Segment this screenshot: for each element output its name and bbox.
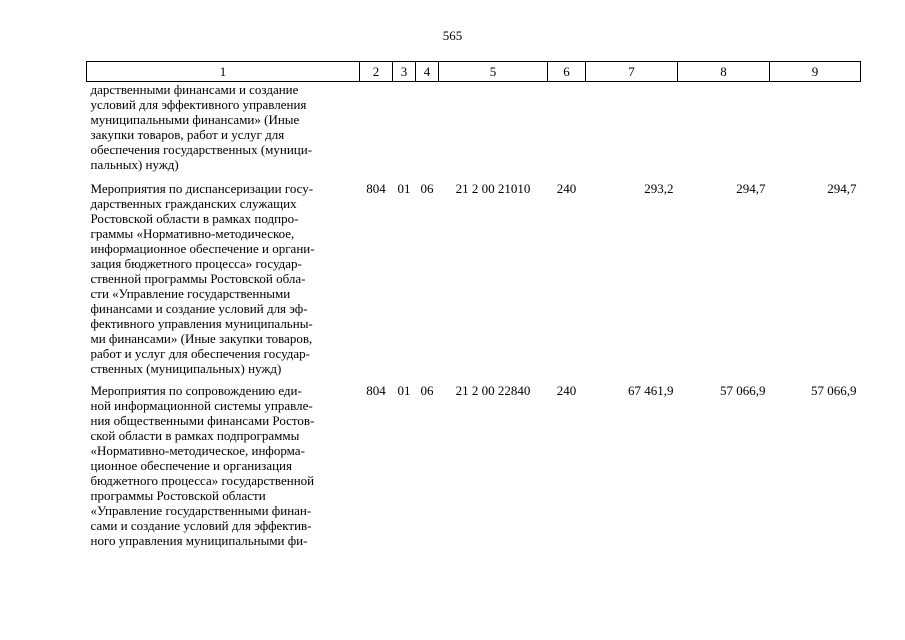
budget-table — [86, 61, 861, 548]
column-header-8: 8 — [678, 62, 770, 82]
cell-amount-2: 294,7 — [736, 181, 766, 196]
description-line: ской области в рамках подпрограммы — [90, 428, 300, 443]
cell-amount-3: 57 066,9 — [811, 383, 857, 398]
description-line: ционное обеспечение и организация — [90, 458, 292, 473]
column-header-2: 2 — [360, 62, 393, 82]
description-line: «Нормативно-методическое, информа- — [90, 443, 305, 458]
cell-expense-type: 240 — [556, 181, 577, 196]
cell-expense-type — [548, 82, 586, 182]
description-line: условий для эффективного управления — [90, 97, 307, 112]
column-header-6: 6 — [548, 62, 586, 82]
description-line: Ростовской области в рамках подпро- — [90, 211, 299, 226]
page-number: 565 — [442, 28, 463, 43]
description-line: граммы «Нормативно-методическое, — [90, 226, 295, 241]
cell-amount-2: 57 066,9 — [720, 383, 766, 398]
description-line: бюджетного процесса» государственной — [90, 473, 315, 488]
table-row — [87, 383, 861, 548]
description-line: муниципальными финансами» (Иные — [90, 112, 300, 127]
description-line: фективного управления муниципальны- — [90, 316, 313, 331]
description-line: пальных) нужд) — [90, 157, 179, 172]
row-description — [87, 383, 360, 548]
description-line: Мероприятия по сопровождению еди- — [90, 383, 302, 398]
column-header-7: 7 — [586, 62, 678, 82]
description-line: ми финансами» (Иные закупки товаров, — [90, 331, 313, 346]
cell-amount-3: 294,7 — [827, 181, 857, 196]
column-header-5: 5 — [439, 62, 548, 82]
cell-subsection: 06 — [420, 181, 434, 196]
description-line: закупки товаров, работ и услуг для — [90, 127, 285, 142]
description-line: ной информационной системы управле- — [90, 398, 313, 413]
description-line: Мероприятия по диспансеризации госу- — [90, 181, 314, 196]
cell-ministry-code — [360, 82, 393, 182]
table-row — [87, 181, 861, 383]
column-header-4: 4 — [416, 62, 439, 82]
description-line: программы Ростовской области — [90, 488, 266, 503]
description-line: ния общественными финансами Ростов- — [90, 413, 315, 428]
description-line: дарственных гражданских служащих — [90, 196, 297, 211]
description-line: сти «Управление государственными — [90, 286, 291, 301]
description-line: зация бюджетного процесса» государ- — [90, 256, 302, 271]
cell-section: 01 — [397, 181, 411, 196]
description-line: сами и создание условий для эффектив- — [90, 518, 312, 533]
cell-target-article: 21 2 00 21010 — [455, 181, 531, 196]
column-header-1: 1 — [87, 62, 360, 82]
cell-section — [393, 82, 416, 182]
description-line: дарственными финансами и создание — [90, 82, 299, 97]
description-line: ственной программы Ростовской обла- — [90, 271, 306, 286]
description-line: информационное обеспечение и органи- — [90, 241, 315, 256]
cell-target-article — [439, 82, 548, 182]
cell-amount-1: 293,2 — [644, 181, 674, 196]
description-line: обеспечения государственных (муници- — [90, 142, 313, 157]
row-description — [87, 181, 360, 383]
cell-ministry-code: 804 — [366, 383, 386, 398]
cell-subsection — [416, 82, 439, 182]
cell-amount-1: 67 461,9 — [628, 383, 674, 398]
cell-expense-type: 240 — [556, 383, 577, 398]
cell-ministry-code: 804 — [366, 181, 386, 196]
cell-amount-1 — [586, 82, 678, 182]
description-line: ного управления муниципальными фи- — [90, 533, 308, 548]
description-line: ственных (муниципальных) нужд) — [90, 361, 282, 376]
cell-subsection: 06 — [420, 383, 434, 398]
table-row — [87, 82, 861, 182]
column-header-9: 9 — [770, 62, 861, 82]
cell-amount-2 — [678, 82, 770, 182]
row-description — [87, 82, 360, 182]
description-line: «Управление государственными финан- — [90, 503, 312, 518]
column-header-3: 3 — [393, 62, 416, 82]
header-row — [87, 62, 861, 82]
description-line: финансами и создание условий для эф- — [90, 301, 308, 316]
cell-section: 01 — [397, 383, 411, 398]
cell-amount-3 — [770, 82, 861, 182]
cell-target-article: 21 2 00 22840 — [455, 383, 531, 398]
description-line: работ и услуг для обеспечения государ- — [90, 346, 311, 361]
